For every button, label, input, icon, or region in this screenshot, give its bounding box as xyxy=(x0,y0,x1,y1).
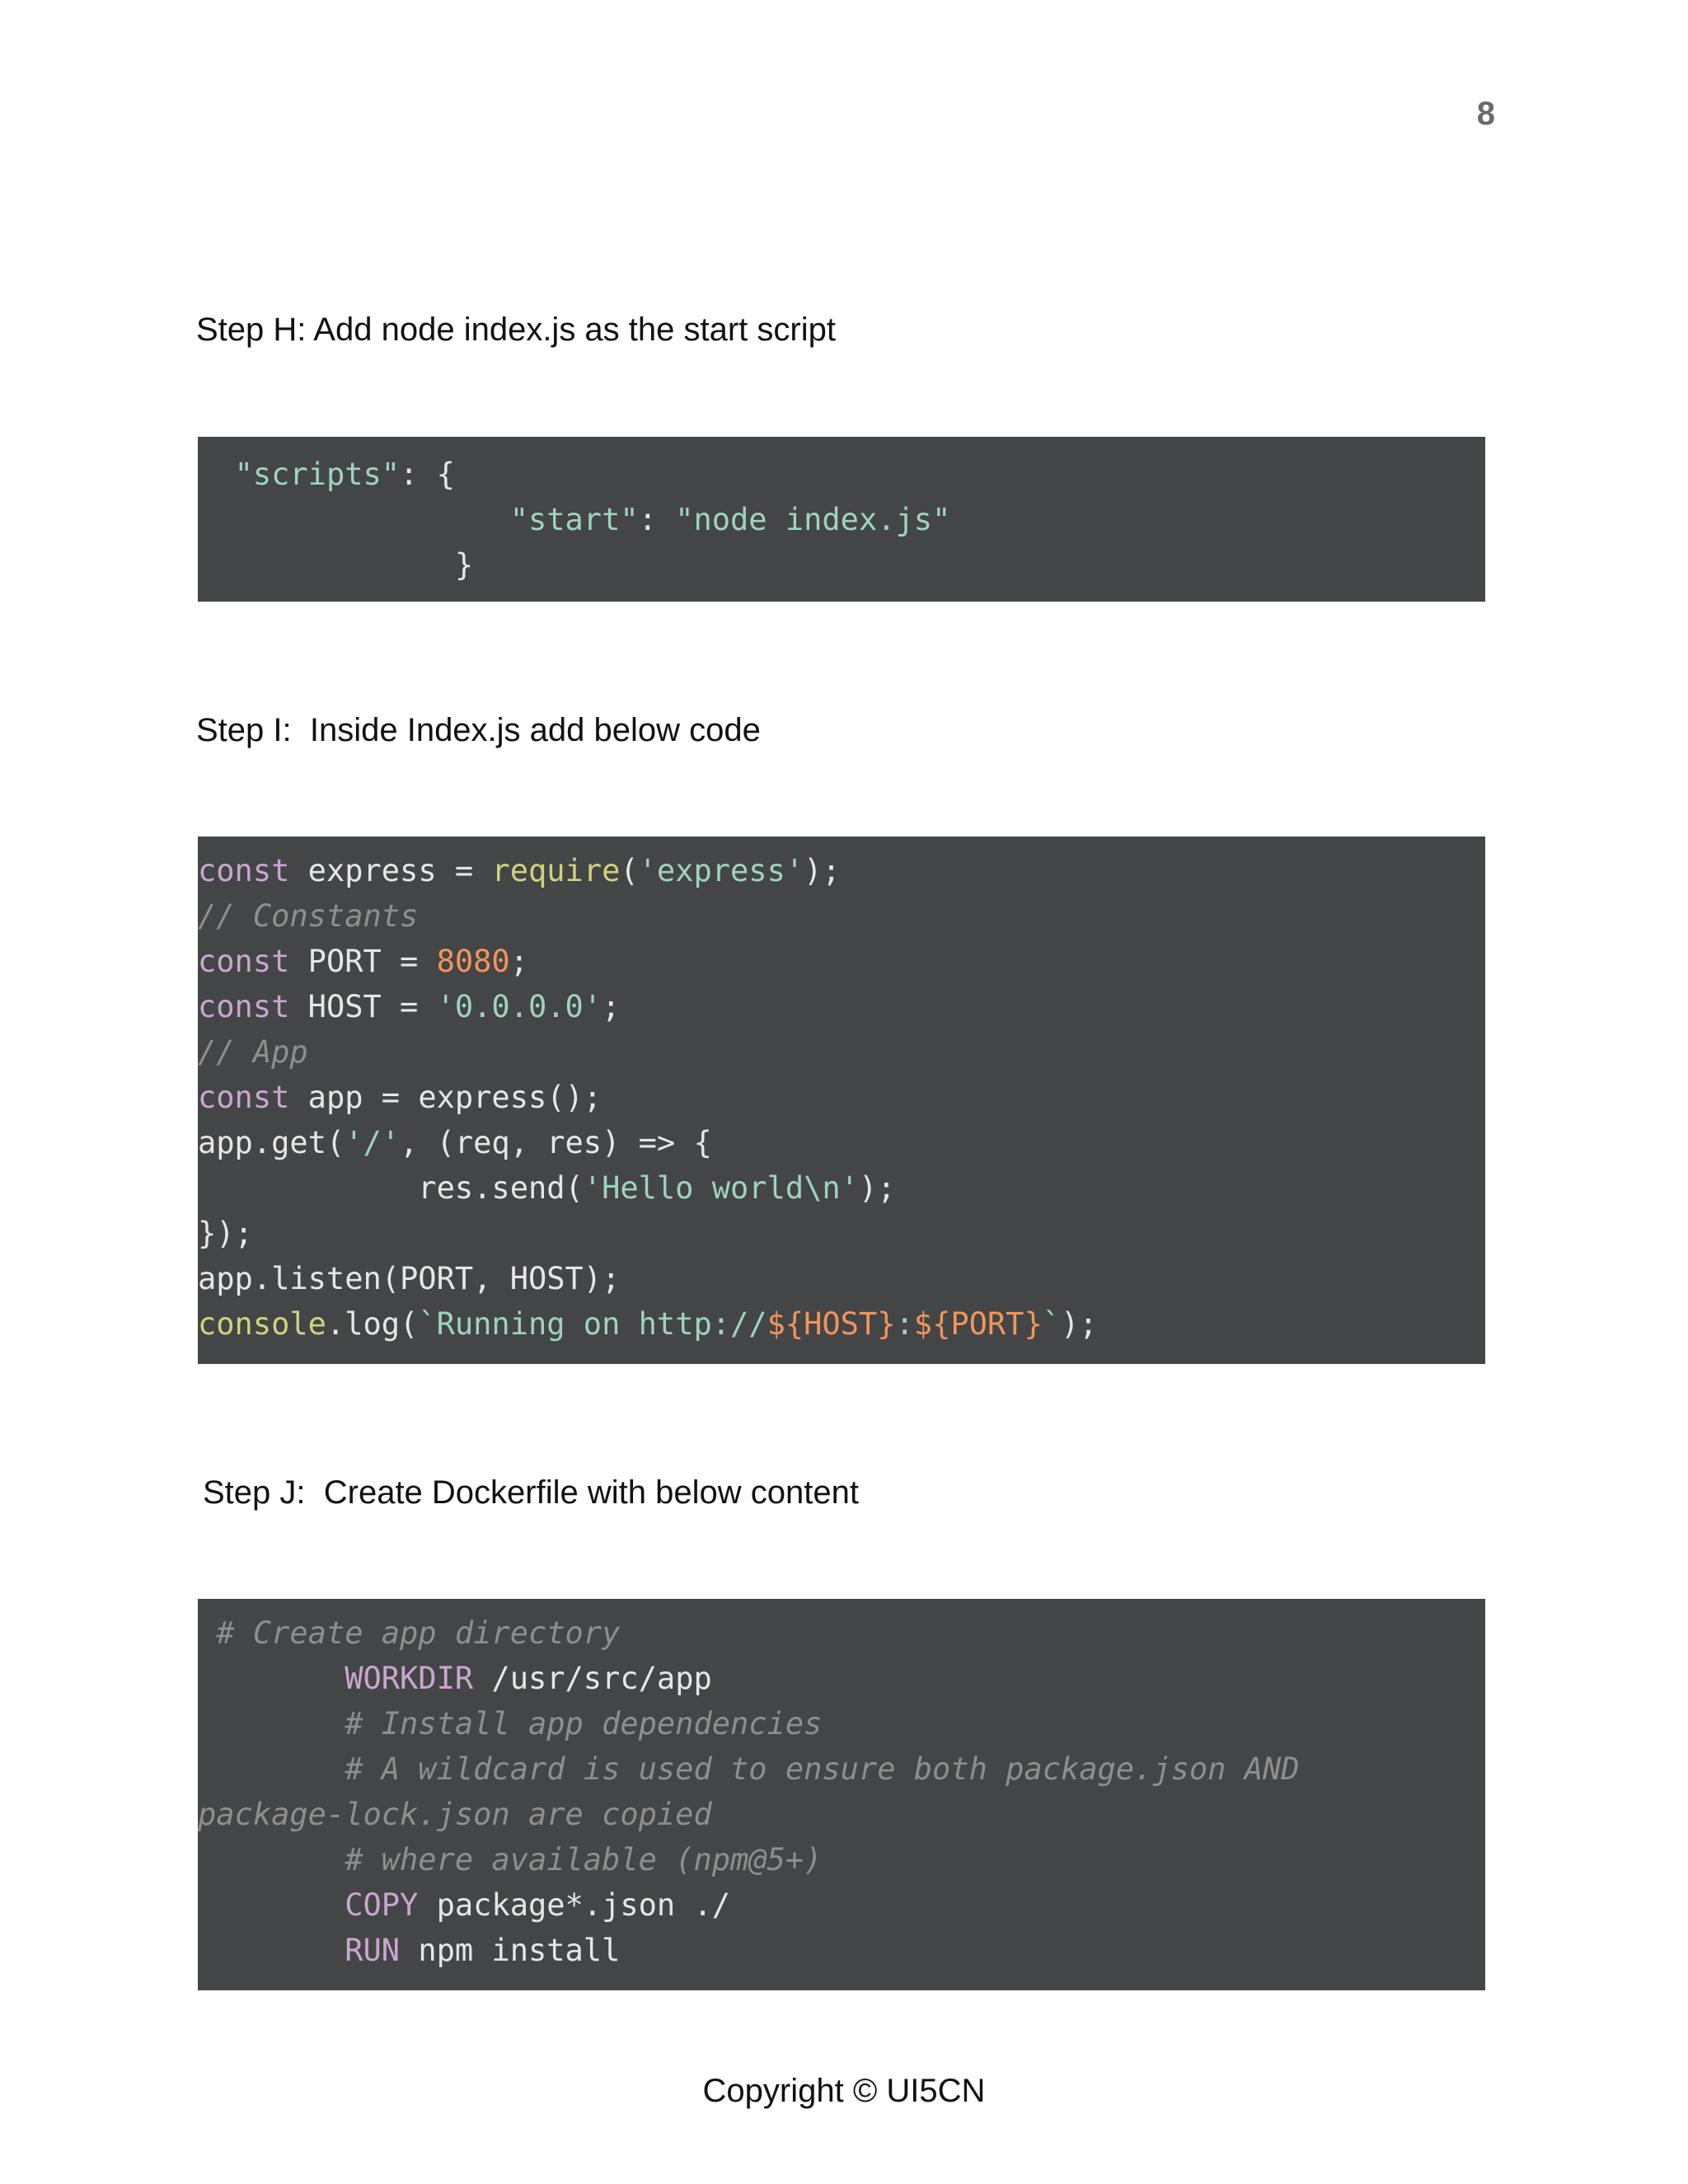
step-h-heading: Step H: Add node index.js as the start script xyxy=(196,312,836,348)
code-token: : { xyxy=(400,457,455,492)
code-token xyxy=(198,502,510,537)
code-line xyxy=(198,1610,1485,1656)
code-line xyxy=(198,984,1485,1029)
code-line xyxy=(198,1211,1485,1256)
code-token: "scripts" xyxy=(234,457,401,492)
code-token: app.get( xyxy=(198,1125,345,1160)
code-token: package*.json ./ xyxy=(418,1887,731,1923)
code-token: # Create app directory xyxy=(198,1615,621,1651)
code-token: '0.0.0.0' xyxy=(436,989,603,1024)
code-token: .log( xyxy=(326,1306,419,1342)
code-token: : xyxy=(895,1306,914,1342)
code-token: "node index.js" xyxy=(675,502,951,537)
code-line xyxy=(198,1656,1485,1701)
code-line xyxy=(198,893,1485,939)
code-line xyxy=(198,1165,1485,1211)
code-line xyxy=(198,497,1485,542)
code-line xyxy=(198,848,1485,893)
code-token: # Install app dependencies xyxy=(198,1706,823,1741)
code-token: `Running on http:// xyxy=(418,1306,767,1342)
copyright-footer: Copyright © UI5CN xyxy=(702,2073,986,2109)
code-token: console xyxy=(198,1306,326,1342)
code-token xyxy=(198,1887,345,1923)
code-token: ${HOST} xyxy=(767,1306,896,1342)
code-token: const xyxy=(198,1080,290,1115)
code-token: RUN xyxy=(345,1933,401,1968)
code-token: }); xyxy=(198,1216,253,1251)
code-token: 'express' xyxy=(638,853,804,888)
code-token: npm install xyxy=(400,1933,621,1968)
code-token: : xyxy=(638,502,676,537)
code-token: HOST = xyxy=(289,989,437,1024)
code-line xyxy=(198,1120,1485,1165)
code-line xyxy=(198,1029,1485,1075)
code-token xyxy=(198,457,235,492)
code-token: , (req, res) => { xyxy=(400,1125,712,1160)
code-token: package-lock.json are copied xyxy=(198,1797,712,1832)
code-line xyxy=(198,1837,1485,1882)
code-line xyxy=(198,1792,1485,1837)
code-token: ; xyxy=(509,944,528,979)
code-token: ; xyxy=(602,989,621,1024)
code-line xyxy=(198,1075,1485,1120)
step-i-heading: Step I: Inside Index.js add below code xyxy=(196,712,761,748)
code-line xyxy=(198,1746,1485,1792)
code-line xyxy=(198,1256,1485,1301)
code-token: const xyxy=(198,853,290,888)
code-token: // App xyxy=(198,1034,308,1070)
code-token: 'Hello world\n' xyxy=(583,1170,859,1206)
code-token: ${PORT} xyxy=(913,1306,1043,1342)
code-token: PORT = xyxy=(289,944,437,979)
step-j-heading: Step J: Create Dockerfile with below content xyxy=(203,1474,859,1511)
code-token: app = express(); xyxy=(289,1080,603,1115)
code-token: require xyxy=(491,853,621,888)
code-line xyxy=(198,1701,1485,1746)
code-token: ); xyxy=(858,1170,896,1206)
code-token xyxy=(198,1661,345,1696)
code-token: 8080 xyxy=(436,944,510,979)
code-token: WORKDIR xyxy=(345,1661,474,1696)
code-token: const xyxy=(198,944,290,979)
code-line xyxy=(198,1928,1485,1973)
code-token: ); xyxy=(1061,1306,1098,1342)
code-line xyxy=(198,1301,1485,1347)
code-token: } xyxy=(198,547,474,583)
code-token xyxy=(198,1933,345,1968)
code-token: ` xyxy=(1042,1306,1062,1342)
code-token: # where available (npm@5+) xyxy=(198,1842,823,1877)
code-token: const xyxy=(198,989,290,1024)
code-token: /usr/src/app xyxy=(473,1661,712,1696)
code-line xyxy=(198,452,1485,497)
code-token: ( xyxy=(620,853,639,888)
code-line xyxy=(198,1882,1485,1928)
code-line xyxy=(198,939,1485,984)
index-js-code-block xyxy=(198,837,1485,1364)
page-number: 8 xyxy=(1476,96,1495,132)
code-token: '/' xyxy=(345,1125,401,1160)
code-token: # A wildcard is used to ensure both package.json AND xyxy=(198,1751,1300,1787)
code-token: app.listen(PORT, HOST); xyxy=(198,1261,621,1296)
code-token: COPY xyxy=(345,1887,419,1923)
code-line xyxy=(198,542,1485,588)
dockerfile-code-block xyxy=(198,1599,1485,1990)
code-token: "start" xyxy=(509,502,639,537)
code-token: express = xyxy=(289,853,492,888)
code-token: res.send( xyxy=(198,1170,584,1206)
code-token: // Constants xyxy=(198,898,419,934)
package-json-scripts-code-block xyxy=(198,437,1485,602)
code-token: ); xyxy=(804,853,841,888)
